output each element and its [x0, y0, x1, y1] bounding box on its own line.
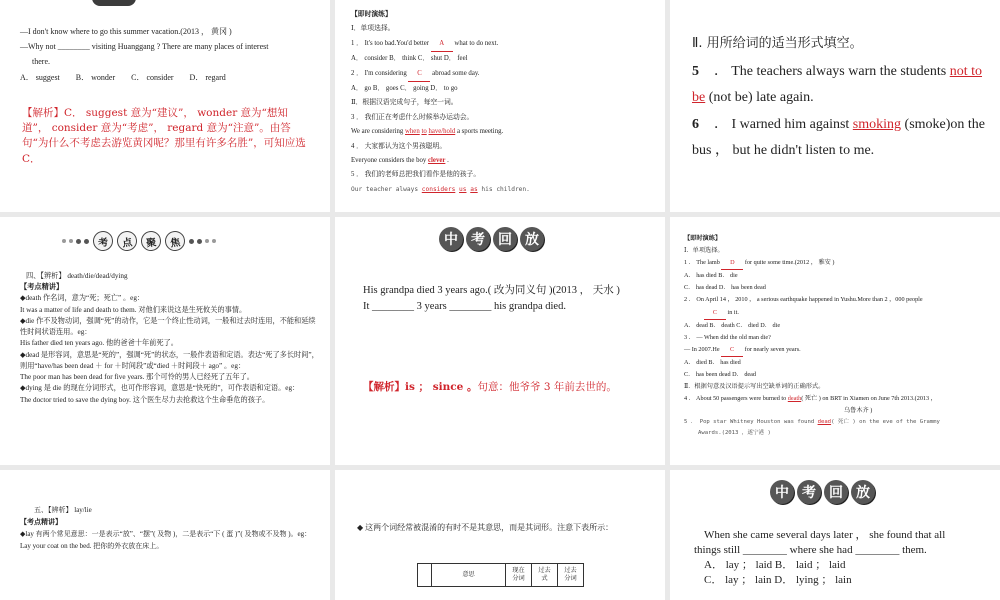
point-dead: ◆dead 是形容词，意思是“死的”，强调“死”的状态，一般作表语和定语。表达“死了多长时间”，则用“have/has been dead ＋ for ＋时间段”或“died ＋时间段＋ ago” 。eg： [20, 350, 319, 370]
q4-text: 4 ． About 50 passengers were burned to [684, 395, 788, 403]
option-d: D． regard [189, 72, 226, 82]
q5-answer-1: considers [421, 185, 456, 193]
q5-answer-3: as [470, 185, 478, 193]
example-lay: Lay your coat on the bed. 把你的外衣放在床上。 [20, 542, 164, 551]
option-c: C． consider [131, 72, 174, 82]
heading-char-3: 回 [824, 480, 848, 504]
q5-text-end: ( 死亡 ) on the eve of the Grammy [831, 419, 940, 426]
q1-text-end: what to do next. [452, 39, 499, 47]
heading-char-2: 考 [797, 480, 821, 504]
option-b: B． wonder [75, 72, 116, 82]
question-5 [692, 59, 992, 112]
slide-5[interactable] [335, 217, 665, 465]
slide-2[interactable] [335, 0, 665, 212]
q6-answer: smoking [852, 116, 902, 132]
slide-8[interactable] [335, 470, 665, 600]
banner-char-3: 聚 [140, 230, 163, 253]
point-dying: ◆dying 是 die 的现在分词形式，也可作形容词，意思是“快死的”，可作表语和定语。eg： [20, 384, 300, 393]
q3-text-end: a sports meeting. [455, 128, 504, 136]
exam-review-heading [770, 480, 875, 504]
header-cell-blank [418, 564, 432, 587]
practice-title: 【即时演练】 [684, 235, 722, 242]
explanation-block [8, 271, 320, 406]
q1-text-end: for quite some time.(2012 ， 雅安 ) [743, 259, 835, 267]
dialog-line-2: —Why not ________ visiting Huanggang ? There are many places of interest [20, 42, 269, 52]
question-1 [351, 37, 655, 52]
question-3-line-1: 3 ． — When did the old man die? [684, 333, 771, 341]
example-die: His father died ten years ago. 他的爸爸十年前死了。 [20, 339, 178, 348]
answer-options-1: A． lay ； laid B． laid ； laid [704, 558, 846, 571]
q3-text: We are considering [351, 128, 405, 136]
heading-char-2: 考 [466, 227, 490, 251]
question-blank: It ________ 3 years ________ his grandpa died. [363, 300, 566, 312]
q5-text: 5 ． Pop star Whitney Houston was found [684, 419, 818, 426]
q3-text-end: for nearly seven years. [743, 345, 801, 353]
practice-title: 【即时演练】 [351, 11, 392, 18]
topic-subheading: 【考点精讲】 [20, 518, 62, 527]
question-1 [684, 257, 990, 270]
section-heading: Ⅱ. 用所给词的适当形式填空。 [692, 36, 863, 51]
q3-options: A． died B． has died [684, 358, 741, 366]
explanation-block [20, 504, 320, 552]
point-death: ◆death 作名词，意为“死；死亡” 。eg： [20, 294, 145, 303]
header-present-participle: 现在分词 [506, 564, 532, 587]
q3-answer-3: have/hold [428, 128, 456, 136]
point-die: ◆die 作不及物动词，强调“死”的动作，它是一个终止性动词，一般和过去时连用，不能和延续性时间状语连用。eg： [20, 316, 316, 337]
question-4 [684, 393, 990, 405]
q1-options: A． has died B． die [684, 272, 738, 280]
banner-char-1: 考 [92, 230, 115, 253]
section-banner [62, 231, 216, 251]
q6-number: 6 [692, 116, 699, 132]
slide-9[interactable] [670, 470, 1000, 600]
question-2 [351, 67, 655, 82]
option-a: A． suggest [20, 72, 60, 82]
q3-answer: C [721, 344, 743, 357]
q1-text: 1 ． The lamb [684, 259, 722, 267]
question-5-en [351, 183, 655, 196]
q5-text: ． The teachers always warn the students [714, 63, 950, 79]
analysis-label: 【解析】is ； since 。 [363, 381, 478, 393]
analysis-text [363, 379, 653, 394]
heading-char-4: 放 [520, 227, 544, 251]
practice-block [684, 233, 990, 439]
dialog-line-3: there. [32, 57, 50, 67]
header-past-participle: 过去分词 [558, 564, 584, 587]
q5-answer-2: us [459, 185, 467, 193]
q1-options-2: C． has dead D． has been dead [684, 284, 766, 292]
q3-answer-2: to [421, 128, 427, 136]
q6-text: ． I warned him against [714, 116, 853, 132]
question-text: His grandpa died 3 years ago.( 改为同义句 )(2013 ， 天水 ) [363, 285, 620, 296]
question-5 [684, 417, 990, 428]
heading-char-4: 放 [851, 480, 875, 504]
q4-text-end: ( 死亡 ) on BRT in Xiamen on June 7th 2013.(2013 ， [801, 395, 937, 403]
q5-text-end: his children. [477, 185, 530, 193]
section-title-2: Ⅱ．根据汉语完成句子，每空一词。 [351, 99, 458, 107]
question-2 [684, 294, 990, 319]
question-4-cn: 4 ． 大家都认为这个男孩聪明。 [351, 142, 447, 150]
point-lay: ◆lay 有两个常见意思：一是表示“放”、“摆”( 及物 )，二是表示“下 ( 蛋 )”( 及物或不及物 )。eg： [20, 530, 312, 539]
q2-text-end: abroad some day. [430, 69, 480, 77]
q4-text: Everyone considers the boy [351, 157, 429, 165]
example-dying: The doctor tried to save the dying boy. 这个医生尽力去抢救这个生命垂危的孩子。 [20, 395, 270, 404]
question-line-2: things still ________ where she had ________ them. [694, 543, 927, 556]
section-title-1: Ⅰ．单项选择。 [684, 247, 724, 255]
q5-answer: not to be [692, 63, 983, 106]
q1-answer: A [431, 37, 453, 52]
header-past-tense: 过去式 [532, 564, 558, 587]
heading-char-3: 回 [493, 227, 517, 251]
question-block [363, 283, 653, 315]
q2-text-end: in it. [726, 308, 739, 316]
q1-text: 1 ． It's too bad.You'd better [351, 39, 431, 47]
slide-4[interactable] [0, 217, 330, 465]
slide-6[interactable] [670, 217, 1000, 465]
q3-answer-1: when [405, 128, 420, 136]
q2-text: 2 ． I'm considering [351, 69, 409, 77]
slide-3[interactable] [670, 0, 1000, 212]
q1-options: A． consider B． think C． shut D． feel [351, 55, 468, 63]
banner-dots-right [189, 239, 216, 244]
q5-answer: dead [817, 419, 832, 426]
q2-options: A． go B． goes C． going D． to go [351, 85, 458, 93]
q4-answer: clever [428, 157, 446, 165]
table-note: ◆ 这两个词经常被混淆的有时不是其意思，而是其词形。注意下表所示： [357, 523, 614, 532]
q2-answer: C [704, 307, 726, 320]
q5-text-end: (not be) late again. [705, 90, 814, 106]
section-title-1: Ⅰ．单项选择。 [351, 25, 395, 33]
word-forms-table [417, 563, 584, 587]
example-dead: The poor man has been dead for five years. 那个可怜的男人已经死了五年了。 [20, 373, 254, 382]
q5-text: Our teacher always [351, 185, 422, 193]
banner-dots-left [62, 239, 89, 244]
question-block [20, 24, 316, 85]
heading-char-1: 中 [770, 480, 794, 504]
topic-subheading: 【考点精讲】 [20, 283, 64, 292]
q3-text: — In 2007.He [684, 345, 722, 353]
q5-number: 5 [692, 63, 699, 79]
header-meaning: 意思 [432, 564, 506, 587]
q4-source: 乌鲁木齐 ) [844, 407, 873, 415]
question-line-1: When she came several days later ， she found that all [704, 529, 946, 541]
q2-text: 2 ． On April 14 ， 2010 ， a serious earthquake happened in Yushu.More than 2 ，000 people [684, 296, 923, 304]
q2-options: A． dead B． death C． died D． die [684, 321, 781, 329]
banner-char-2: 点 [116, 230, 139, 253]
example-death: It was a matter of life and death to them. 对他们来说这是生死攸关的事情。 [20, 305, 247, 314]
q6-text-end: (smoke)on the bus ， but he didn't listen to me. [692, 116, 986, 159]
header-ornament [92, 0, 136, 6]
topic-heading: 五、【辨析】 lay/lie [34, 506, 92, 514]
question-6 [692, 112, 992, 165]
exam-review-heading [439, 227, 544, 251]
banner-char-4: 焦 [164, 230, 187, 253]
q3-options-2: C． has been dead D． dead [684, 371, 756, 379]
slide-1[interactable] [0, 0, 330, 212]
dialog-line-1: —I don't know where to go this summer vacation.(2013 ， 黄冈 ) [20, 27, 232, 36]
analysis-body: 句意：他爷爷 3 年前去世的。 [477, 381, 617, 393]
answer-options-2: C． lay ； lain D． lying ； lain [704, 573, 852, 586]
q1-answer: D [721, 257, 743, 270]
question-3-en [351, 125, 655, 139]
q2-answer: C [408, 67, 430, 82]
q5-source: Awards.(2013 ，遂宁港 ) [698, 430, 771, 437]
question-5-cn: 5 ． 我们的老师总把我们看作是他的孩子。 [351, 171, 481, 179]
section-title-2: Ⅱ．根据句意及汉语提示写出空缺单词的正确形式。 [684, 383, 825, 391]
slide-7[interactable] [0, 470, 330, 600]
question-3-line-2 [684, 344, 990, 357]
q4-answer: death [787, 395, 802, 403]
q4-text-end: . [445, 157, 449, 165]
question-4-en [351, 154, 655, 168]
question-block [694, 528, 994, 587]
topic-heading: 四、【辨析】 death/die/dead/dying [26, 272, 128, 280]
analysis-text: 【解析】C． suggest 意为“建议”， wonder 意为“想知道”， consider 意为“考虑”， regard 意为“注意”。由答句“为什么不考虑去游览黄冈呢？那里有许多名胜”，可知应选 C． [22, 107, 306, 165]
answer-options [20, 70, 316, 85]
fill-in-block [692, 32, 992, 165]
heading-char-1: 中 [439, 227, 463, 251]
practice-block [351, 8, 655, 196]
table-header-row [418, 564, 584, 587]
question-3-cn: 3 ． 我们正在考虑什么时候举办运动会。 [351, 113, 474, 121]
